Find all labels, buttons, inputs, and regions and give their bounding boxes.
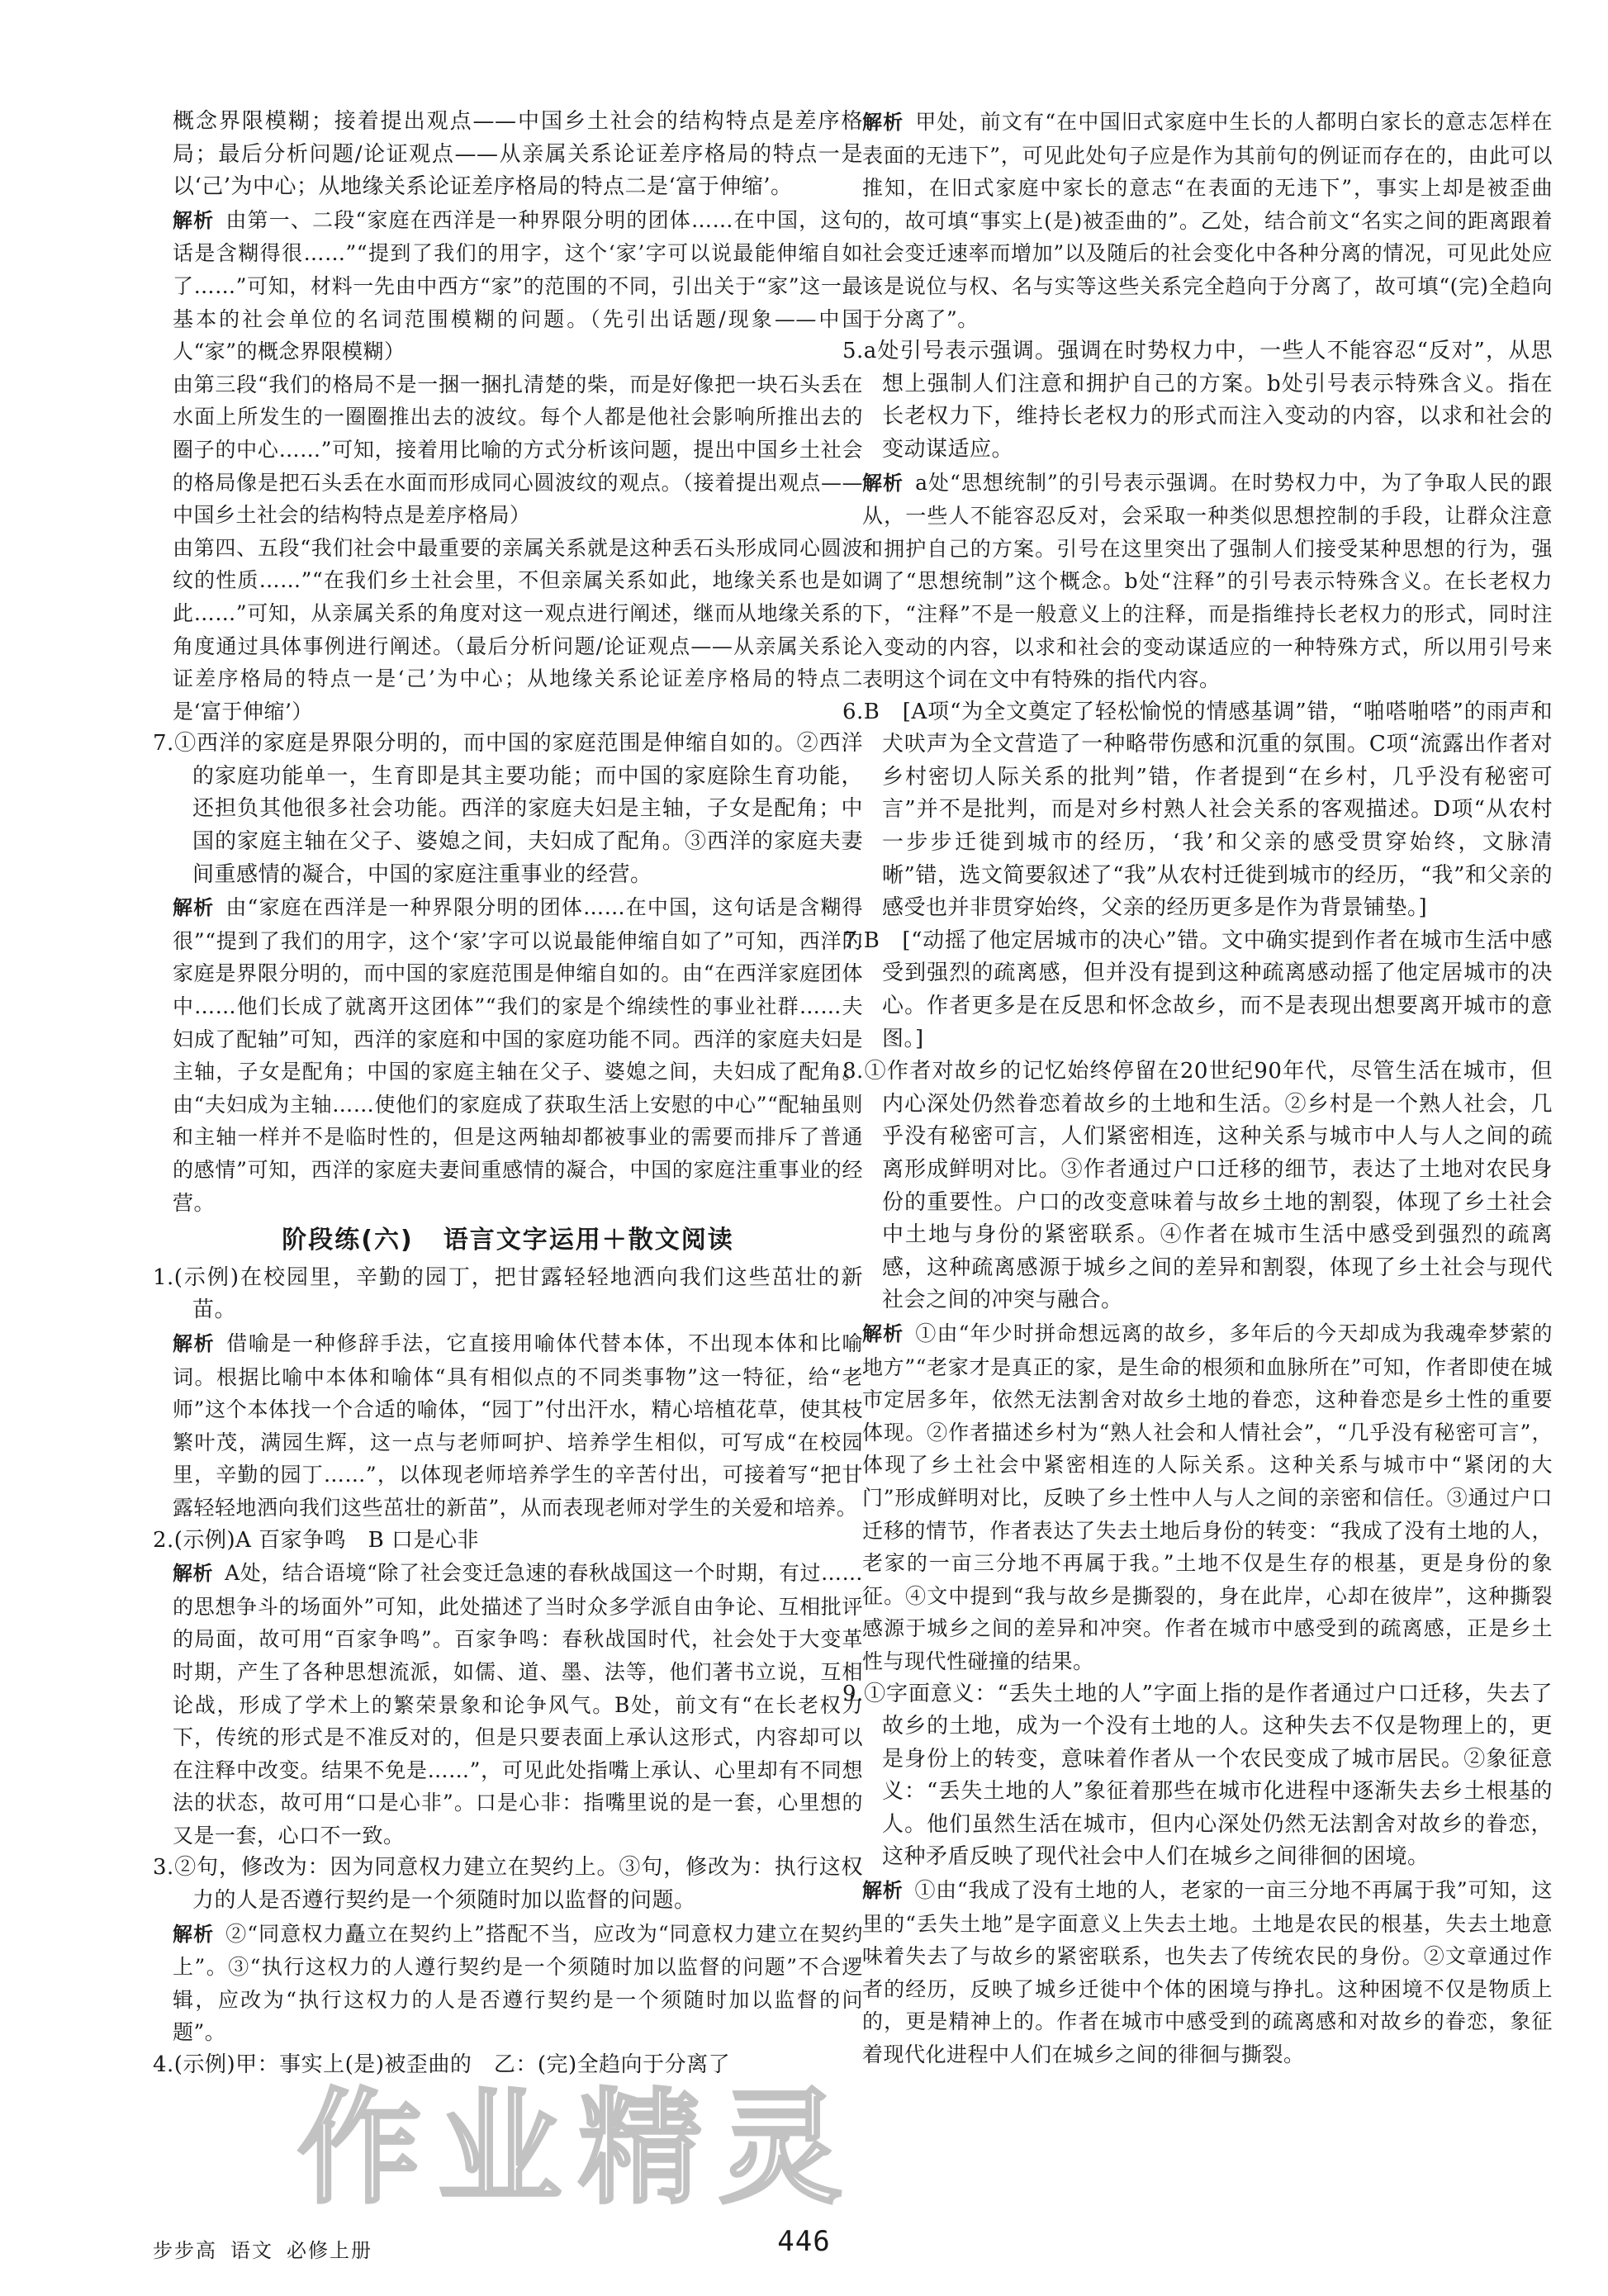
explanation-paragraph	[153, 1327, 863, 1525]
answer-item-3: 3.②句，修改为：因为同意权力建立在契约上。③句，修改为：执行这权力的人是否遵行契约是一个须随时加以监督的问题。	[153, 1855, 863, 1914]
footer-book: 必修上册	[287, 2239, 372, 2262]
explanation-tag: 解析	[173, 896, 215, 920]
explanation-paragraph	[842, 1874, 1553, 2071]
explanation-tag: 解析	[862, 1321, 904, 1345]
answer-item-2: 2.(示例)A 百家争鸣 B 口是心非	[153, 1527, 480, 1553]
answer-item-1: 1.(示例)在校园里，辛勤的园丁，把甘露轻轻地洒向我们这些茁壮的新苗。	[153, 1264, 863, 1323]
answer-item-7: 7.①西洋的家庭是界限分明的，而中国的家庭范围是伸缩自如的。②西洋的家庭功能单一，生育即是其主要功能；而中国的家庭除生育功能，还担负其他很多社会功能。西洋的家庭夫妇是主轴，子女是配角；中国的家庭主轴在父子、婆媳之间，夫妇成了配角。③西洋的家庭夫妻间重感情的凝合，中国的家庭注重事业的经营。	[153, 731, 863, 887]
explanation-text: ①由“我成了没有土地的人，老家的一亩三分地不再属于我”可知，这里的“丢失土地”是字面意义上失去土地。土地是农民的根基，失去土地意味着失去了与故乡的紧密联系，也失去了传统农民的身份。②文章通过作者的经历，反映了城乡迁徙中个体的困境与挣扎。这种困境不仅是物质上的，更是精神上的。作者在城市中感受到的疏离感和对故乡的眷恋，象征着现代化进程中人们在城乡之间的徘徊与撕裂。	[862, 1878, 1553, 2067]
answer-item-9: 9.①字面意义：“丢失土地的人”字面上指的是作者通过户口迁移，失去了故乡的土地，成为一个没有土地的人。这种失去不仅是物理上的，更是身份上的转变，意味着作者从一个农民变成了城市居民。②象征意义：“丢失土地的人”象征着那些在城市化进程中逐渐失去乡土根基的人。他们虽然生活在城市，但内心深处仍然无法割舍对故乡的眷恋，这种矛盾反映了现代社会中人们在城乡之间徘徊的困境。	[842, 1681, 1553, 1870]
explanation-paragraph	[153, 1557, 863, 1852]
footer-subject: 语文	[230, 2239, 273, 2262]
explanation-paragraph	[153, 891, 863, 1219]
explanation-paragraph	[153, 204, 863, 368]
answer-item-5: 5.a处引号表示强调。强调在时势权力中，一些人不能容忍“反对”，从思想上强制人们注意和拥护自己的方案。b处引号表示特殊含义。指在长老权力下，维持长老权力的形式而注入变动的内容，以求和社会的变动谋适应。	[842, 339, 1553, 462]
section-label: 阶段练(六)	[282, 1226, 414, 1255]
answer-item-8: 8.①作者对故乡的记忆始终停留在20世纪90年代，尽管生活在城市，但内心深处仍然眷恋着故乡的土地和生活。②乡村是一个熟人社会，几乎没有秘密可言，人们紧密相连，这种关系与城市中人与人之间的疏离形成鲜明对比。③作者通过户口迁移的细节，表达了土地对农民身份的重要性。户口的改变意味着与故乡土地的割裂，体现了乡土社会中土地与身份的紧密联系。④作者在城市生活中感受到强烈的疏离感，这种疏离感源于城乡之间的差异和割裂，体现了乡土社会与现代社会之间的冲突与融合。	[842, 1059, 1553, 1313]
left-column	[153, 106, 863, 2082]
section-title: 语言文字运用＋散文阅读	[443, 1226, 734, 1255]
explanation-paragraph	[842, 106, 1553, 335]
section-heading	[153, 1224, 863, 1257]
explanation-paragraph: 由第三段“我们的格局不是一捆一捆扎清楚的柴，而是好像把一块石头丢在水面上所发生的一圈圈推出去的波纹。每个人都是他社会影响所推出去的圈子的中心……”可知，接着用比喻的方式分析该问题，提出中国乡土社会的格局像是把石头丢在水面而形成同心圆波纹的观点。（接着提出观点——中国乡土社会的结构特点是差序格局）	[173, 372, 863, 528]
answer-item-6: 6.B [A项“为全文奠定了轻松愉悦的情感基调”错，“啪嗒啪嗒”的雨声和犬吠声为全文营造了一种略带伤感和沉重的氛围。C项“流露出作者对乡村密切人际关系的批判”错，作者提到“在乡村，几乎没有秘密可言”并不是批判，而是对乡村熟人社会关系的客观描述。D项“从农村一步步迁徙到城市的经历，‘我’和父亲的感受贯穿始终，文脉清晰”错，选文简要叙述了“我”从农村迁徙到城市的经历，“我”和父亲的感受也并非贯穿始终，父亲的经历更多是作为背景铺垫。]	[842, 699, 1553, 921]
explanation-tag: 解析	[862, 1879, 904, 1903]
explanation-tag: 解析	[173, 1922, 215, 1946]
explanation-text: 由第一、二段“家庭在西洋是一种界限分明的团体……在中国，这句话是含糊得很……”“提到了我们的用字，这个‘家’字可以说最能伸缩自如了……”可知，材料一先由中西方“家”的范围的不同，引出关于“家”这一最基本的社会单位的名词范围模糊的问题。（先引出话题/现象——中国人“家”的概念界限模糊）	[173, 207, 863, 364]
explanation-text: ②“同意权力矗立在契约上”搭配不当，应改为“同意权力建立在契约上”。③“执行这权力的人遵行契约是一个须随时加以监督的问题”不合逻辑，应改为“执行这权力的人是否遵行契约是一个须随时加以监督的问题”。	[173, 1921, 863, 2045]
explanation-text: 借喻是一种修辞手法，它直接用喻体代替本体，不出现本体和比喻词。根据比喻中本体和喻体“具有相似点的不同类事物”这一特征，给“老师”这个本体找一个合适的喻体，“园丁”付出汗水，精心培植花草，使其枝繁叶茂，满园生辉，这一点与老师呵护、培养学生相似，可写成“在校园里，辛勤的园丁……”，以体现老师培养学生的辛苦付出，可接着写“把甘露轻轻地洒向我们这些茁壮的新苗”，从而表现老师对学生的关爱和培养。	[173, 1331, 863, 1520]
answer-item-7: 7.B [“动摇了他定居城市的决心”错。文中确实提到作者在城市生活中感受到强烈的疏离感，但并没有提到这种疏离感动摇了他定居城市的决心。作者更多是在反思和怀念故乡，而不是表现出想要离开城市的意图。]	[842, 927, 1553, 1051]
explanation-tag: 解析	[173, 1331, 216, 1355]
right-column	[842, 106, 1553, 2071]
explanation-text: ①由“年少时拼命想远离的故乡，多年后的今天却成为我魂牵梦萦的地方”“老家才是真正的家，是生命的根须和血脉所在”可知，作者即使在城市定居多年，依然无法割舍对故乡土地的眷恋，这种眷恋是乡土性的重要体现。②作者描述乡村为“熟人社会和人情社会”，“几乎没有秘密可言”，体现了乡土社会中紧密相连的人际关系。这种关系与城市中“紧闭的大门”形成鲜明对比，反映了乡土性中人与人之间的亲密和信任。③通过户口迁移的情节，作者表达了失去土地后身份的转变：“我成了没有土地的人，老家的一亩三分地不再属于我。”土地不仅是生存的根基，更是身份的象征。④文中提到“我与故乡是撕裂的，身在此岸，心却在彼岸”，这种撕裂感源于城乡之间的差异和冲突。作者在城市中感受到的疏离感，正是乡土性与现代性碰撞的结果。	[862, 1321, 1553, 1673]
explanation-paragraph: 由第四、五段“我们社会中最重要的亲属关系就是这种丢石头形成同心圆波纹的性质……”“在我们乡土社会里，不但亲属关系如此，地缘关系也是如此……”可知，从亲属关系的角度对这一观点进行阐述，继而从地缘关系的角度通过具体事例进行阐述。（最后分析问题/论证观点——从亲属关系论证差序格局的特点一是‘己’为中心；从地缘关系论证差序格局的特点二是‘富于伸缩’）	[173, 535, 863, 723]
page-number: 446	[777, 2225, 831, 2258]
explanation-paragraph	[842, 1317, 1553, 1678]
explanation-tag: 解析	[862, 111, 904, 134]
explanation-tag: 解析	[173, 1562, 214, 1586]
explanation-tag: 解析	[862, 471, 904, 495]
watermark: 作业精灵	[297, 2077, 860, 2221]
footer-brand: 步步高	[153, 2239, 217, 2262]
explanation-paragraph	[842, 467, 1553, 696]
answer-paragraph: 概念界限模糊；接着提出观点——中国乡土社会的结构特点是差序格局；最后分析问题/论证观点——从亲属关系论证差序格局的特点一是以‘己’为中心；从地缘关系论证差序格局的特点二是‘富于伸缩’。	[173, 109, 863, 200]
explanation-paragraph	[153, 1918, 863, 2049]
explanation-tag: 解析	[173, 208, 215, 232]
explanation-text: 甲处，前文有“在中国旧式家庭中生长的人都明白家长的意志怎样在表面的无违下”，可见此处句子应是作为其前句的例证而存在的，由此可以推知，在旧式家庭中家长的意志“在表面的无违下”，事实上却是被歪曲的，故可填“事实上(是)被歪曲的”。乙处，结合前文“名实之间的距离跟着社会变迁速率而增加”以及随后的社会变化中各种分离的情况，可见此处应该是说位与权、名与实等这些关系完全趋向于分离了，故可填“(完)全趋向于分离了”。	[862, 110, 1553, 331]
answer-item-4: 4.(示例)甲：事实上(是)被歪曲的 乙：(完)全趋向于分离了	[153, 2052, 731, 2078]
explanation-text: 由“家庭在西洋是一种界限分明的团体……在中国，这句话是含糊得很”“提到了我们的用字，这个‘家’字可以说最能伸缩自如了”可知，西洋的家庭是界限分明的，而中国的家庭范围是伸缩自如的。由“在西洋家庭团体中……他们长成了就离开这团体”“我们的家是个绵续性的事业社群……夫妇成了配轴”可知，西洋的家庭和中国的家庭功能不同。西洋的家庭夫妇是主轴，子女是配角；中国的家庭主轴在父子、婆媳之间，夫妇成了配角。由“夫妇成为主轴……使他们的家庭成了获取生活上安慰的中心”“配轴虽则和主轴一样并不是临时性的，但是这两轴却都被事业的需要而排斥了普通的感情”可知，西洋的家庭夫妻间重感情的凝合，中国的家庭注重事业的经营。	[173, 895, 863, 1215]
explanation-text: A处，结合语境“除了社会变迁急速的春秋战国这一个时期，有过……的思想争斗的场面外”可知，此处描述了当时众多学派自由争论、互相批评的局面，故可用“百家争鸣”。百家争鸣：春秋战国时代，社会处于大变革时期，产生了各种思想流派，如儒、道、墨、法等，他们著书立说，互相论战，形成了学术上的繁荣景象和论争风气。B处，前文有“在长老权力下，传统的形式是不准反对的，但是只要表面上承认这形式，内容却可以在注释中改变。结果不免是……”，可见此处指嘴上承认、心里却有不同想法的状态，故可用“口是心非”。口是心非：指嘴里说的是一套，心里想的又是一套，心口不一致。	[173, 1561, 863, 1848]
explanation-text: a处“思想统制”的引号表示强调。在时势权力中，为了争取人民的跟从，一些人不能容忍反对，会采取一种类似思想控制的手段，让群众注意和拥护自己的方案。引号在这里突出了强制人们接受某种思想的行为，强调了“思想统制”这个概念。b处“注释”的引号表示特殊含义。在长老权力下，“注释”不是一般意义上的注释，而是指维持长老权力的形式，同时注入变动的内容，以求和社会的变动谋适应的一种特殊方式，所以用引号来表明这个词在文中有特殊的指代内容。	[862, 470, 1553, 692]
